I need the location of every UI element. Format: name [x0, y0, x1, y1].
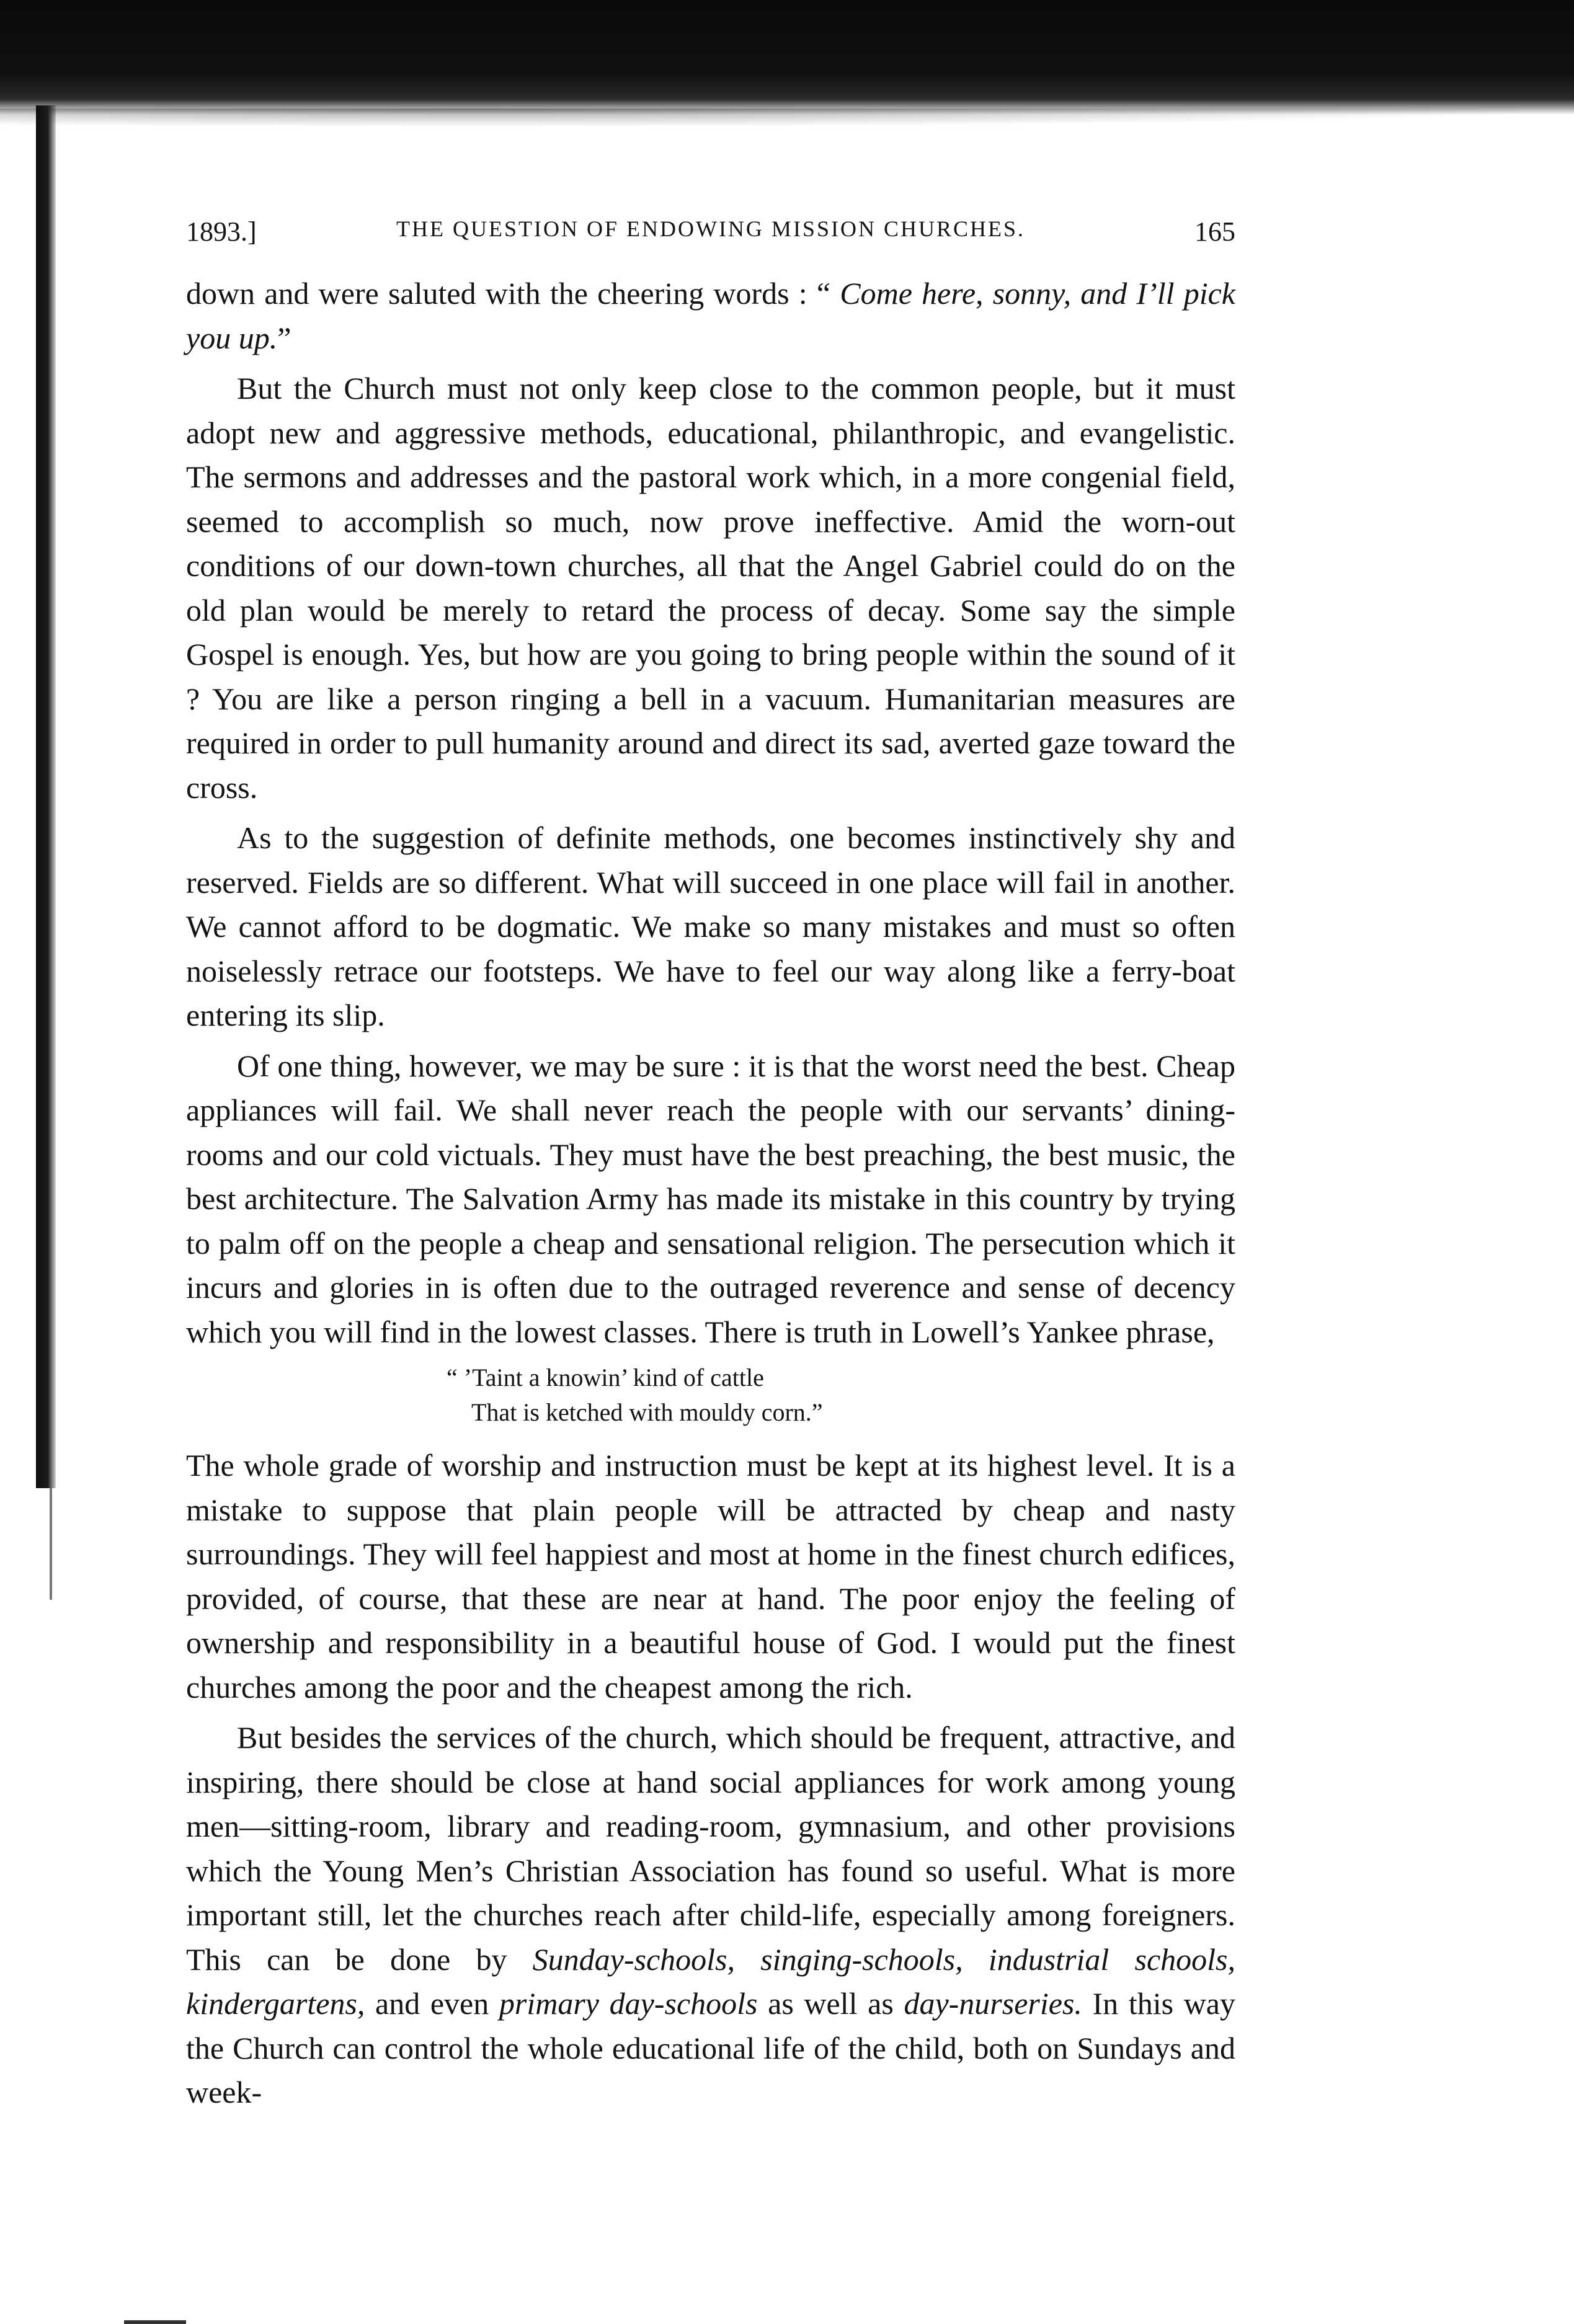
paragraph — [186, 272, 1235, 360]
running-header — [186, 216, 1235, 253]
verse-quotation — [186, 1360, 1235, 1430]
paragraph — [186, 816, 1235, 1038]
scan-dark-binding-edge — [36, 105, 56, 1488]
paragraph — [186, 1444, 1235, 1710]
header-year: 1893.] — [186, 216, 257, 247]
text-run: In this way the Church can control the whole educational life of the child, both on Sundays and week- — [186, 1986, 1236, 2109]
paragraph — [186, 1044, 1235, 1355]
text-run: Of one thing, however, we may be sure : it is that the worst need the best. Cheap appliances will fail. We shall never reach the people with our servants’ dining-rooms and our cold victuals. They must have the best preaching, the best music, the best architecture. The Salvation Army has made its mistake in this country by trying to palm off on the people a cheap and sensational religion. The persecution which it incurs and glories in is often due to the outraged reverence and sense of decency which you will find in the lowest classes. There is truth in Lowell’s Yankee phrase, — [186, 1048, 1235, 1349]
verse-line: “ ’Taint a knowin’ kind of cattle — [447, 1364, 764, 1391]
paragraph — [186, 366, 1235, 810]
scan-bottom-mark — [124, 2320, 186, 2324]
text-run: The whole grade of worship and instruction must be kept at its highest level. It is a mistake to suppose that plain people will be attracted by cheap and nasty surroundings. They will feel happiest and most at home in the finest church edifices, provided, of course, that these are near at hand. The poor enjoy the feeling of ownership and responsibility in a beautiful house of God. I would put the finest churches among the poor and the cheapest among the rich. — [186, 1448, 1235, 1705]
page-number: 165 — [1194, 216, 1235, 247]
text-run: and even — [365, 1986, 499, 2021]
text-run: as well as — [757, 1986, 904, 2021]
text-run: As to the suggestion of definite methods, one becomes instinctively shy and reserved. Fields are so different. What will succeed in one place will fail in another. We cannot afford to be dogmatic. We make so many mistakes and must so often noiselessly retrace our footsteps. We have to feel our way along like a ferry-boat entering its slip. — [186, 820, 1235, 1032]
running-title: THE QUESTION OF ENDOWING MISSION CHURCHES. — [396, 216, 1025, 241]
text-run-italic: primary day-schools — [499, 1986, 758, 2021]
text-run-italic: Come here, sonny, and I’ll pick you up. — [186, 276, 1236, 355]
paragraph — [186, 1716, 1235, 2115]
scan-binding-shadow — [50, 1488, 52, 1600]
text-run-italic: day-nurseries. — [904, 1986, 1082, 2021]
text-run: But besides the services of the church, which should be frequent, attractive, and inspiring, there should be close at hand social appliances for work among young men—sitting-room, library and reading-room, gymnasium, and other provisions which the Young Men’s Christian Association has found so useful. What is more important still, let the churches reach after child-life, especially among foreigners. This can be done by — [186, 1720, 1235, 1977]
text-run: down and were saluted with the cheering words : “ — [186, 276, 840, 311]
text-run: But the Church must not only keep close to the common people, but it must adopt new and aggressive methods, educational, philanthropic, and evangelistic. The sermons and addresses and the pastoral work which, in a more congenial field, seemed to accomplish so much, now prove ineffective. Amid the worn-out conditions of our down-town churches, all that the Angel Gabriel could do on the old plan would be merely to retard the process of decay. Some say the simple Gospel is enough. Yes, but how are you going to bring people within the sound of it ? You are like a person ringing a bell in a vacuum. Humanitarian measures are required in order to pull humanity around and direct its sad, averted gaze toward the cross. — [186, 371, 1235, 805]
body-text — [186, 272, 1235, 2121]
verse-line: That is ketched with mouldy corn.” — [471, 1398, 823, 1426]
scan-dark-top-edge — [0, 0, 1574, 115]
text-run-italic: Sunday-schools, singing-schools, industrial schools, kindergartens, — [186, 1941, 1235, 2021]
text-run: ” — [277, 320, 291, 355]
